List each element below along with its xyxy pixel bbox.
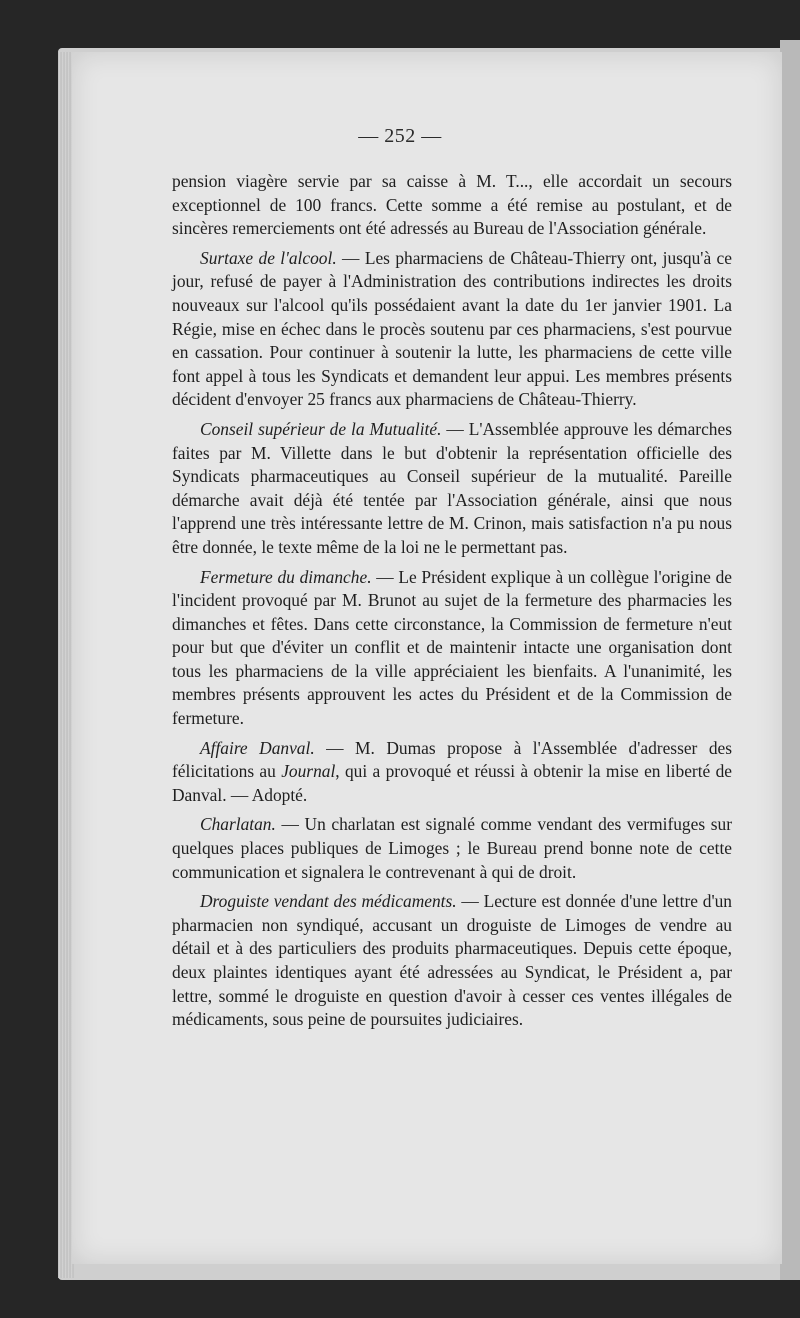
paragraph-text: — Le Président explique à un collègue l'origine de l'incident provoqué par M. Brunot au sujet de la fermeture des pharmacies les dimanches et fêtes. Dans cette circonstance, la Commission de fermeture n'eut pour but que d'éviter un conflit et de maintenir intacte une organisation dont tous les pharmaciens de la ville appréciaient les bienfaits. A l'unanimité, les membres présents approuvent les actes du Président et de la Commission de fermeture. [172,566,732,729]
journal-title: Journal [281,761,336,782]
paragraph-text: — Lecture est donnée d'une lettre d'un pharmacien non syndiqué, accusant un droguiste de Limoges de vendre au détail et à des particuliers des produits pharmaceutiques. Depuis cette époque, deux plaintes identiques ayant été adressées au Syndicat, le Président a, par lettre, sommé le droguiste en question d'avoir à cesser ces ventes illégales de médicaments, sous peine de poursuites judiciaires. [172,891,732,1030]
paragraph-affaire-danval [172,737,732,808]
section-heading: Droguiste vendant des médicaments. [200,891,457,912]
paragraph-surtaxe-alcool [172,247,732,412]
section-heading: Fermeture du dimanche. [200,566,372,587]
paragraph-fermeture-dimanche [172,566,732,731]
page-number: — 252 — [358,125,442,147]
facing-page-edge [780,40,800,1280]
paragraph-text-before: — M. Dumas propose à l'Assemblée d'adresser des félicitations au [172,737,733,782]
paragraph-text: pension viagère servie par sa caisse à M. T..., elle accordait un secours exceptionnel de 100 francs. Cette somme a été remise au postulant, et de sincères remerciements ont été adressés au Bureau de l'Association générale. [172,171,732,239]
paragraph-pension [172,170,732,241]
paragraph-conseil-mutualite [172,418,732,560]
paragraph-text: — Un charlatan est signalé comme vendant des vermifuges sur quelques places publiques de Limoges ; le Bureau prend bonne note de cette communication et signalera le contrevenant à qui de droit. [172,814,732,882]
paragraph-droguiste [172,890,732,1032]
section-heading: Charlatan. [200,814,276,835]
paragraph-text: — Les pharmaciens de Château-Thierry ont, jusqu'à ce jour, refusé de payer à l'Administration des contributions indirectes les droits nouveaux sur l'alcool qu'ils possédaient avant la date du 1er janvier 1901. La Régie, mise en échec dans le procès soutenu par ces pharmaciens, s'est pourvue en cassation. Pour continuer à soutenir la lutte, les pharmaciens de cette ville font appel à tous les Syndicats et demandent leur appui. Les membres présents décident d'envoyer 25 francs aux pharmaciens de Château-Thierry. [172,247,732,410]
body-text [172,170,732,1038]
section-heading: Affaire Danval. [200,737,315,758]
section-heading: Conseil supérieur de la Mutualité. [200,418,442,439]
section-heading: Surtaxe de l'alcool. [200,247,337,268]
paragraph-text: — L'Assemblée approuve les démarches faites par M. Villette dans le but d'obtenir la représentation officielle des Syndicats pharmaceutiques au Conseil supérieur de la mutualité. Pareille démarche avait déjà été tentée par l'Association générale, ainsi que nous l'apprend une très intéressante lettre de M. Crinon, mais satisfaction n'a pu nous être donnée, le texte même de la loi ne le permettant pas. [172,418,732,557]
paragraph-charlatan [172,813,732,884]
paragraph-text: , qui a provoqué et réussi à obtenir la mise en liberté de Danval. — Adopté. [172,761,732,805]
